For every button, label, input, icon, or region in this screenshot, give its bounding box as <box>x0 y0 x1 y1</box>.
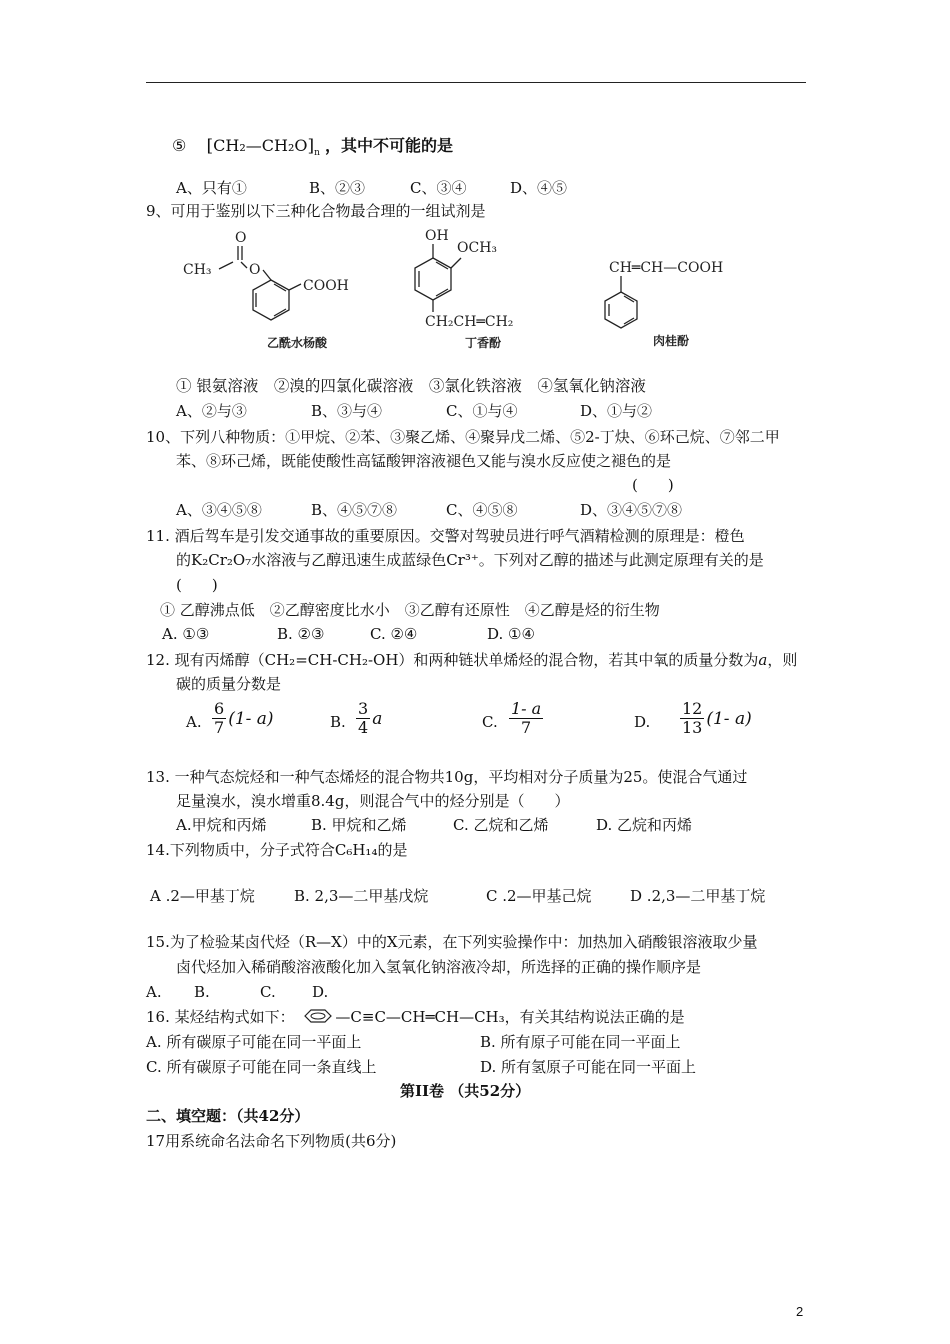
cinnamic-structure <box>605 260 723 328</box>
eugenol-och3-label: OCH₃ <box>457 240 498 256</box>
q12-option-a-expression: $\frac{6}{7}$ (1- a) <box>214 699 274 737</box>
acetylsalicylic-acid-structure <box>183 230 349 320</box>
q15-line-2: 卤代烃加入稀硝酸溶液酸化加入氢氧化钠溶液冷却，所选择的正确的操作顺序是 <box>176 958 702 976</box>
q16-option-d: D. 所有氢原子可能在同一平面上 <box>480 1058 697 1076</box>
q13-line-2: 足量溴水，溴水增重8.4g，则混合气中的烃分别是（ ） <box>176 792 570 810</box>
acetyl-cooh-label: COOH <box>303 278 349 294</box>
q8-item5-tail: ，其中不可能的是 <box>325 136 454 155</box>
q13-line-1: 13. 一种气态烷烃和一种气态烯烃的混合物共10g，平均相对分子质量为25。使混合气通过 <box>146 768 748 786</box>
q14-option-d: D .2,3—二甲基丁烷 <box>630 887 766 905</box>
q12-option-d-letter: D. <box>634 713 651 731</box>
q15-option-b: B. <box>194 983 210 1001</box>
q10-line-2: 苯、⑧环己烯，既能使酸性高锰酸钾溶液褪色又能与溴水反应使之褪色的是 <box>176 452 672 470</box>
q11-option-b: B. ②③ <box>277 625 325 643</box>
q9-option-d: D、①与② <box>580 402 653 420</box>
q8-option-b: B、②③ <box>309 179 366 197</box>
acetyl-o-label: O <box>235 230 247 246</box>
q14-stem: 14.下列物质中，分子式符合C₆H₁₄的是 <box>146 841 408 859</box>
q10-line-1: 10、下列八种物质：①甲烷、②苯、③聚乙烯、④聚异戊二烯、⑤2-丁炔、⑥环己烷、⑦邻二甲 <box>146 428 780 446</box>
q10-option-a: A、③④⑤⑧ <box>176 501 262 519</box>
q15-option-c: C. <box>260 983 276 1001</box>
acetyl-ch3-label: CH₃ <box>183 262 212 278</box>
q8-option-d: D、④⑤ <box>510 179 568 197</box>
compound-name-cinnamic: 肉桂酚 <box>653 334 690 348</box>
q13-option-a: A.甲烷和丙烯 <box>176 816 267 834</box>
header-rule <box>146 82 806 83</box>
q8-item5-number: ⑤ <box>172 136 187 155</box>
q11-answer-paren: ( ) <box>176 576 218 594</box>
compound-name-acetylsalicylic: 乙酰水杨酸 <box>267 336 328 350</box>
acetyl-ester-o-label: O <box>249 262 261 278</box>
q13-option-d: D. 乙烷和丙烯 <box>596 816 693 834</box>
q14-option-a: A .2—甲基丁烷 <box>150 887 255 905</box>
q16-stem: 16. 某烃结构式如下： —C≡C—CH═CH—CH₃，有关其结构说法正确的是 <box>146 1008 685 1026</box>
q13-option-b: B. 甲烷和乙烯 <box>311 816 407 834</box>
eugenol-oh-label: OH <box>425 228 449 244</box>
q8-item5-subscript: n <box>314 148 320 159</box>
q16-option-b: B. 所有原子可能在同一平面上 <box>480 1033 681 1051</box>
q8-option-a: A、只有① <box>176 179 247 197</box>
eugenol-structure <box>415 228 513 330</box>
q12-line-1: 12. 现有丙烯醇（CH₂=CH-CH₂-OH）和两种链状单烯烃的混合物，若其中氧的质量分数为a，则 <box>146 651 798 669</box>
q12-line-2: 碳的质量分数是 <box>176 675 282 693</box>
q10-answer-paren: ( ) <box>632 476 674 494</box>
q12-option-b-letter: B. <box>330 713 346 731</box>
q12-option-d-expression: $\frac{12}{13}$ (1- a) <box>682 699 752 737</box>
benzene-ring-icon <box>299 1008 335 1024</box>
q16-option-a: A. 所有碳原子可能在同一平面上 <box>146 1033 362 1051</box>
q9-option-c: C、①与④ <box>446 402 518 420</box>
q11-line-1: 11. 酒后驾车是引发交通事故的重要原因。交警对驾驶员进行呼气酒精检测的原理是：橙色 <box>146 527 745 545</box>
q9-option-a: A、②与③ <box>176 402 247 420</box>
cinnamic-chain-label: CH═CH—COOH <box>609 260 724 276</box>
q17-stem: 17用系统命名法命名下列物质(共6分) <box>146 1132 397 1150</box>
q10-option-c: C、④⑤⑧ <box>446 501 518 519</box>
part2-section-heading: 二、填空题：（共42分） <box>146 1107 310 1125</box>
q10-option-d: D、③④⑤⑦⑧ <box>580 501 683 519</box>
q12-option-c-letter: C. <box>482 713 498 731</box>
q11-line-2: 的K₂Cr₂O₇水溶液与乙醇迅速生成蓝绿色Cr³⁺。下列对乙醇的描述与此测定原理有关的是 <box>176 551 764 569</box>
q8-option-c: C、③④ <box>410 179 467 197</box>
q11-option-c: C. ②④ <box>370 625 418 643</box>
q14-option-c: C .2—甲基己烷 <box>486 887 592 905</box>
q8-item5-formula: CH₂—CH₂O <box>213 136 308 155</box>
q11-option-a: A. ①③ <box>162 625 210 643</box>
q15-line-1: 15.为了检验某卤代烃（R—X）中的X元素，在下列实验操作中：加热加入硝酸银溶液取少量 <box>146 933 758 951</box>
q12-option-c-expression: $\frac{1- a}{7}$ <box>511 699 542 737</box>
q9-reagents: ① 银氨溶液 ②溴的四氯化碳溶液 ③氯化铁溶液 ④氢氧化钠溶液 <box>176 377 646 395</box>
q9-option-b: B、③与④ <box>311 402 383 420</box>
q15-option-a: A. <box>146 983 162 1001</box>
q10-option-b: B、④⑤⑦⑧ <box>311 501 398 519</box>
q11-items: ① 乙醇沸点低 ②乙醇密度比水小 ③乙醇有还原性 ④乙醇是烃的衍生物 <box>160 601 660 619</box>
compound-name-eugenol: 丁香酚 <box>465 336 502 350</box>
page-number: 2 <box>796 1304 804 1319</box>
q9-stem: 9、可用于鉴别以下三种化合物最合理的一组试剂是 <box>146 202 486 220</box>
q16-option-c: C. 所有碳原子可能在同一条直线上 <box>146 1058 377 1076</box>
q11-option-d: D. ①④ <box>487 625 535 643</box>
eugenol-chain-label: CH₂CH═CH₂ <box>425 314 514 330</box>
part2-title: 第II卷 （共52分） <box>400 1082 531 1100</box>
q9-structures <box>175 222 775 356</box>
q14-option-b: B. 2,3—二甲基戊烷 <box>294 887 429 905</box>
q8-item5: ⑤ $[CH_2—CH_2O]_n$ ，其中不可能的是 <box>172 136 454 159</box>
q12-option-a-letter: A. <box>186 713 202 731</box>
q13-option-c: C. 乙烷和乙烯 <box>453 816 549 834</box>
q12-option-b-expression: $\frac{3}{4}$ a <box>358 699 383 737</box>
q15-option-d: D. <box>312 983 329 1001</box>
